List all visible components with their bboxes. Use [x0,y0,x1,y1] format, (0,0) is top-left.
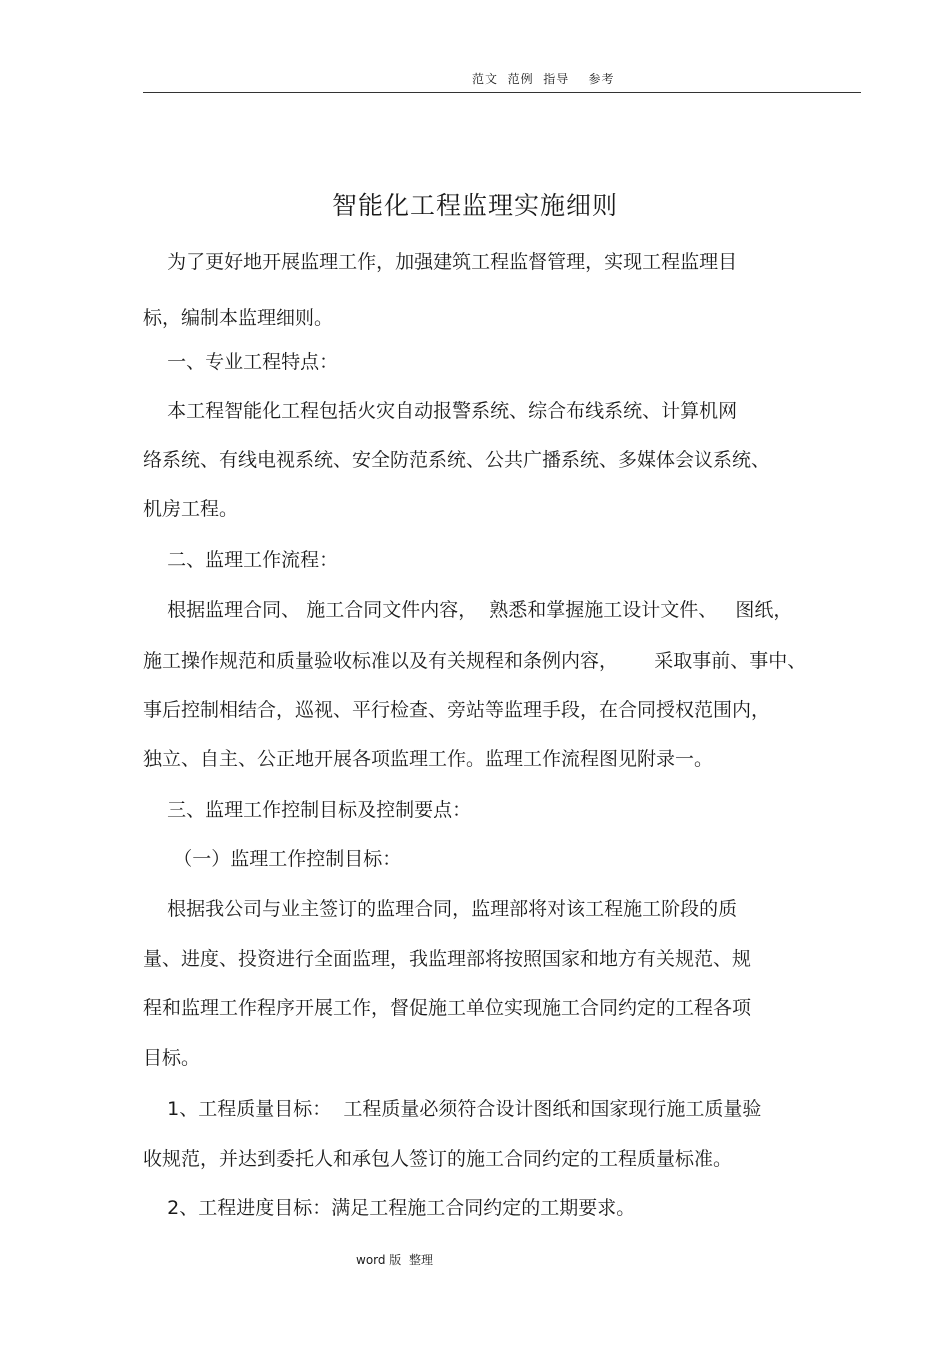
section-heading: 一、专业工程特点： [143,351,339,373]
body-line: 独立、自主、公正地开展各项监理工作。监理工作流程图见附录一。 [143,748,714,770]
body-line: 1、工程质量目标： 工程质量必须符合设计图纸和国家现行施工质量验 [143,1098,762,1120]
body-line: 目标。 [143,1047,201,1069]
body-line: 事后控制相结合，巡视、平行检查、旁站等监理手段，在合同授权范围内， [143,699,771,721]
body-line: 本工程智能化工程包括火灾自动报警系统、综合布线系统、计算机网 [143,400,738,422]
header-text: 范文 范例 指导 参考 [472,72,615,86]
body-line: 根据我公司与业主签订的监理合同，监理部将对该工程施工阶段的质 [143,898,738,920]
body-line: 标，编制本监理细则。 [143,307,334,329]
document-title: 智能化工程监理实施细则 [331,191,618,220]
body-line: 为了更好地开展监理工作，加强建筑工程监督管理，实现工程监理目 [143,251,738,273]
body-line: 2、工程进度目标：满足工程施工合同约定的工期要求。 [143,1197,636,1219]
subsection-heading: （一）监理工作控制目标： [143,848,402,870]
body-line: 根据监理合同、 施工合同文件内容， 熟悉和掌握施工设计文件、 图纸， [143,599,793,621]
body-line: 施工操作规范和质量验收标准以及有关规程和条例内容， 采取事前、事中、 [143,650,807,672]
section-heading: 三、监理工作控制目标及控制要点： [143,799,472,821]
section-heading: 二、监理工作流程： [143,549,339,571]
body-line: 机房工程。 [143,498,239,520]
body-line: 络系统、有线电视系统、安全防范系统、公共广播系统、多媒体会议系统、 [143,449,771,471]
body-line: 程和监理工作程序开展工作，督促施工单位实现施工合同约定的工程各项 [143,997,752,1019]
page-footer: word 版 整理 [356,1253,433,1267]
body-line: 收规范，并达到委托人和承包人签订的施工合同约定的工程质量标准。 [143,1148,733,1170]
body-line: 量、进度、投资进行全面监理，我监理部将按照国家和地方有关规范、规 [143,948,752,970]
